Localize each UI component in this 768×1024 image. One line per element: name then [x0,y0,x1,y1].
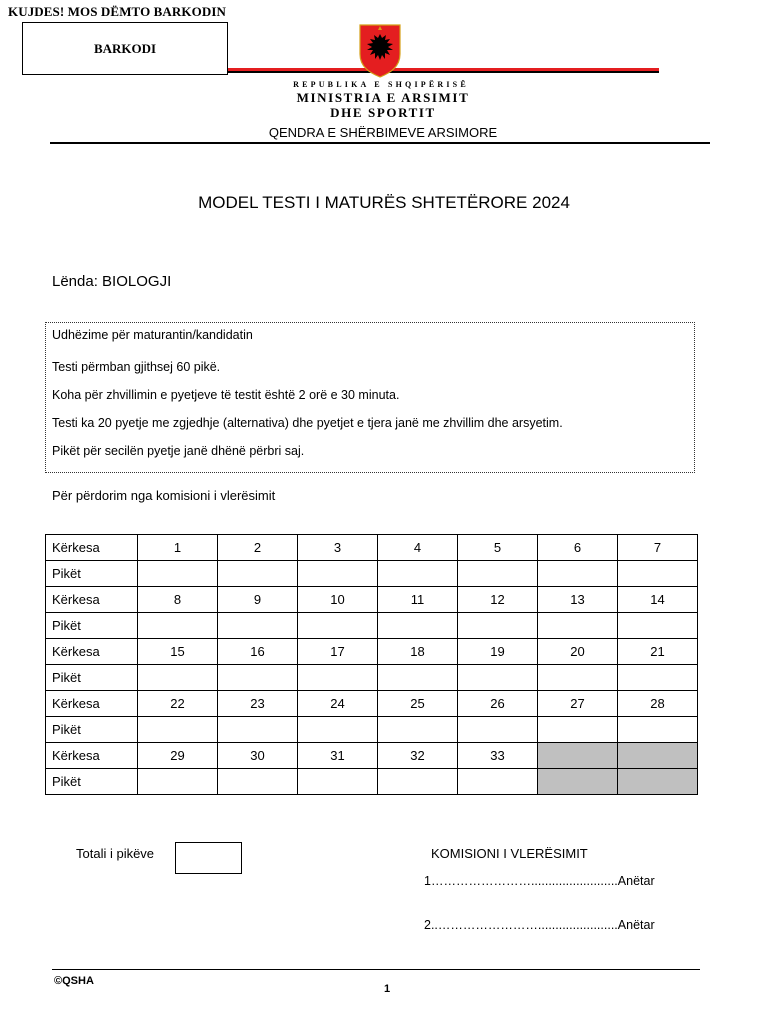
points-cell [538,769,618,795]
points-cell[interactable] [218,665,298,691]
request-label: Kërkesa [46,587,138,613]
points-cell[interactable] [378,717,458,743]
request-label: Kërkesa [46,743,138,769]
question-number-cell: 24 [298,691,378,717]
flag-bar-black [228,71,659,73]
points-cell[interactable] [218,717,298,743]
commission-use-note: Për përdorim nga komisioni i vlerësimit [52,488,276,503]
points-label: Pikët [46,717,138,743]
question-number-cell: 6 [538,535,618,561]
ministry-line-1: MINISTRIA E ARSIMIT [296,90,470,105]
header-divider [50,142,710,144]
request-row [46,535,698,561]
page-number: 1 [384,983,391,995]
question-number-cell: 20 [538,639,618,665]
center-name: QENDRA E SHËRBIMEVE ARSIMORE [268,125,498,140]
points-cell[interactable] [138,665,218,691]
question-number-cell: 22 [138,691,218,717]
points-cell[interactable] [538,717,618,743]
question-number-cell: 2 [218,535,298,561]
points-cell[interactable] [138,717,218,743]
points-cell[interactable] [458,665,538,691]
points-cell[interactable] [138,769,218,795]
request-row [46,587,698,613]
instruction-line: Testi përmban gjithsej 60 pikë. [52,360,221,374]
instructions-heading: Udhëzime për maturantin/kandidatin [52,328,253,342]
albanian-emblem-icon [357,22,403,78]
points-cell[interactable] [618,665,698,691]
request-row [46,743,698,769]
points-cell[interactable] [458,561,538,587]
question-number-cell: 30 [218,743,298,769]
instruction-line: Pikët për secilën pyetje janë dhënë përbri saj. [52,444,305,458]
points-cell[interactable] [618,717,698,743]
question-number-cell: 7 [618,535,698,561]
copyright: ©QSHA [54,975,94,987]
question-number-cell: 9 [218,587,298,613]
points-cell[interactable] [218,613,298,639]
commission-member-line: 2..…………………….......................Anëtar [424,918,655,932]
question-number-cell: 14 [618,587,698,613]
question-number-cell: 31 [298,743,378,769]
instruction-line: Koha për zhvillimin e pyetjeve të testit është 2 orë e 30 minuta. [52,388,400,402]
points-row [46,613,698,639]
points-label: Pikët [46,665,138,691]
commission-title: KOMISIONI I VLERËSIMIT [431,846,588,861]
points-cell[interactable] [538,665,618,691]
question-number-cell: 12 [458,587,538,613]
question-number-cell: 19 [458,639,538,665]
points-cell[interactable] [218,769,298,795]
points-cell[interactable] [138,561,218,587]
question-number-cell: 13 [538,587,618,613]
points-row [46,717,698,743]
points-cell[interactable] [298,717,378,743]
subject-label: Lënda: BIOLOGJI [52,273,172,290]
question-number-cell: 23 [218,691,298,717]
question-number-cell: 29 [138,743,218,769]
ministry-line-2: DHE SPORTIT [330,105,436,120]
points-cell[interactable] [378,613,458,639]
question-number-cell: 17 [298,639,378,665]
points-cell[interactable] [538,613,618,639]
question-number-cell: 28 [618,691,698,717]
question-number-cell: 32 [378,743,458,769]
question-number-cell: 21 [618,639,698,665]
points-cell[interactable] [218,561,298,587]
question-number-cell: 11 [378,587,458,613]
points-cell[interactable] [618,561,698,587]
total-points-box[interactable] [175,842,242,874]
request-label: Kërkesa [46,535,138,561]
instruction-line: Testi ka 20 pyetje me zgjedhje (alternativa) dhe pyetjet e tjera janë me zhvillim dhe arsyetim. [52,416,563,430]
request-row [46,639,698,665]
points-row [46,665,698,691]
question-number-cell: 27 [538,691,618,717]
footer-divider [52,969,700,970]
barcode-label: BARKODI [93,40,157,56]
points-cell[interactable] [138,613,218,639]
question-number-cell: 5 [458,535,538,561]
question-number-cell: 1 [138,535,218,561]
points-cell[interactable] [298,665,378,691]
points-label: Pikët [46,561,138,587]
question-number-cell: 3 [298,535,378,561]
points-cell[interactable] [298,613,378,639]
commission-member-line: 1…………………….........................Anëtar [424,874,655,888]
question-number-cell [618,743,698,769]
question-number-cell: 25 [378,691,458,717]
points-cell[interactable] [458,613,538,639]
republic-name: REPUBLIKA E SHQIPËRISË [293,80,469,89]
question-number-cell: 26 [458,691,538,717]
points-cell[interactable] [298,769,378,795]
question-number-cell: 8 [138,587,218,613]
points-cell[interactable] [378,561,458,587]
ministry-name [240,90,526,120]
request-label: Kërkesa [46,691,138,717]
question-number-cell: 15 [138,639,218,665]
points-cell[interactable] [538,561,618,587]
question-number-cell: 33 [458,743,538,769]
instructions-box [45,322,695,473]
request-label: Kërkesa [46,639,138,665]
score-table [45,534,698,795]
question-number-cell: 10 [298,587,378,613]
points-cell[interactable] [618,613,698,639]
points-label: Pikët [46,613,138,639]
page-title: MODEL TESTI I MATURËS SHTETËRORE 2024 [198,193,570,212]
barcode-box [22,22,228,75]
question-number-cell: 4 [378,535,458,561]
question-number-cell [538,743,618,769]
barcode-warning: KUJDES! MOS DËMTO BARKODIN [8,4,226,19]
total-points-label: Totali i pikëve [76,846,155,861]
points-row [46,769,698,795]
points-cell[interactable] [378,769,458,795]
request-row [46,691,698,717]
points-row [46,561,698,587]
points-cell[interactable] [298,561,378,587]
points-label: Pikët [46,769,138,795]
question-number-cell: 18 [378,639,458,665]
points-cell[interactable] [458,717,538,743]
question-number-cell: 16 [218,639,298,665]
points-cell[interactable] [378,665,458,691]
points-cell[interactable] [458,769,538,795]
points-cell [618,769,698,795]
